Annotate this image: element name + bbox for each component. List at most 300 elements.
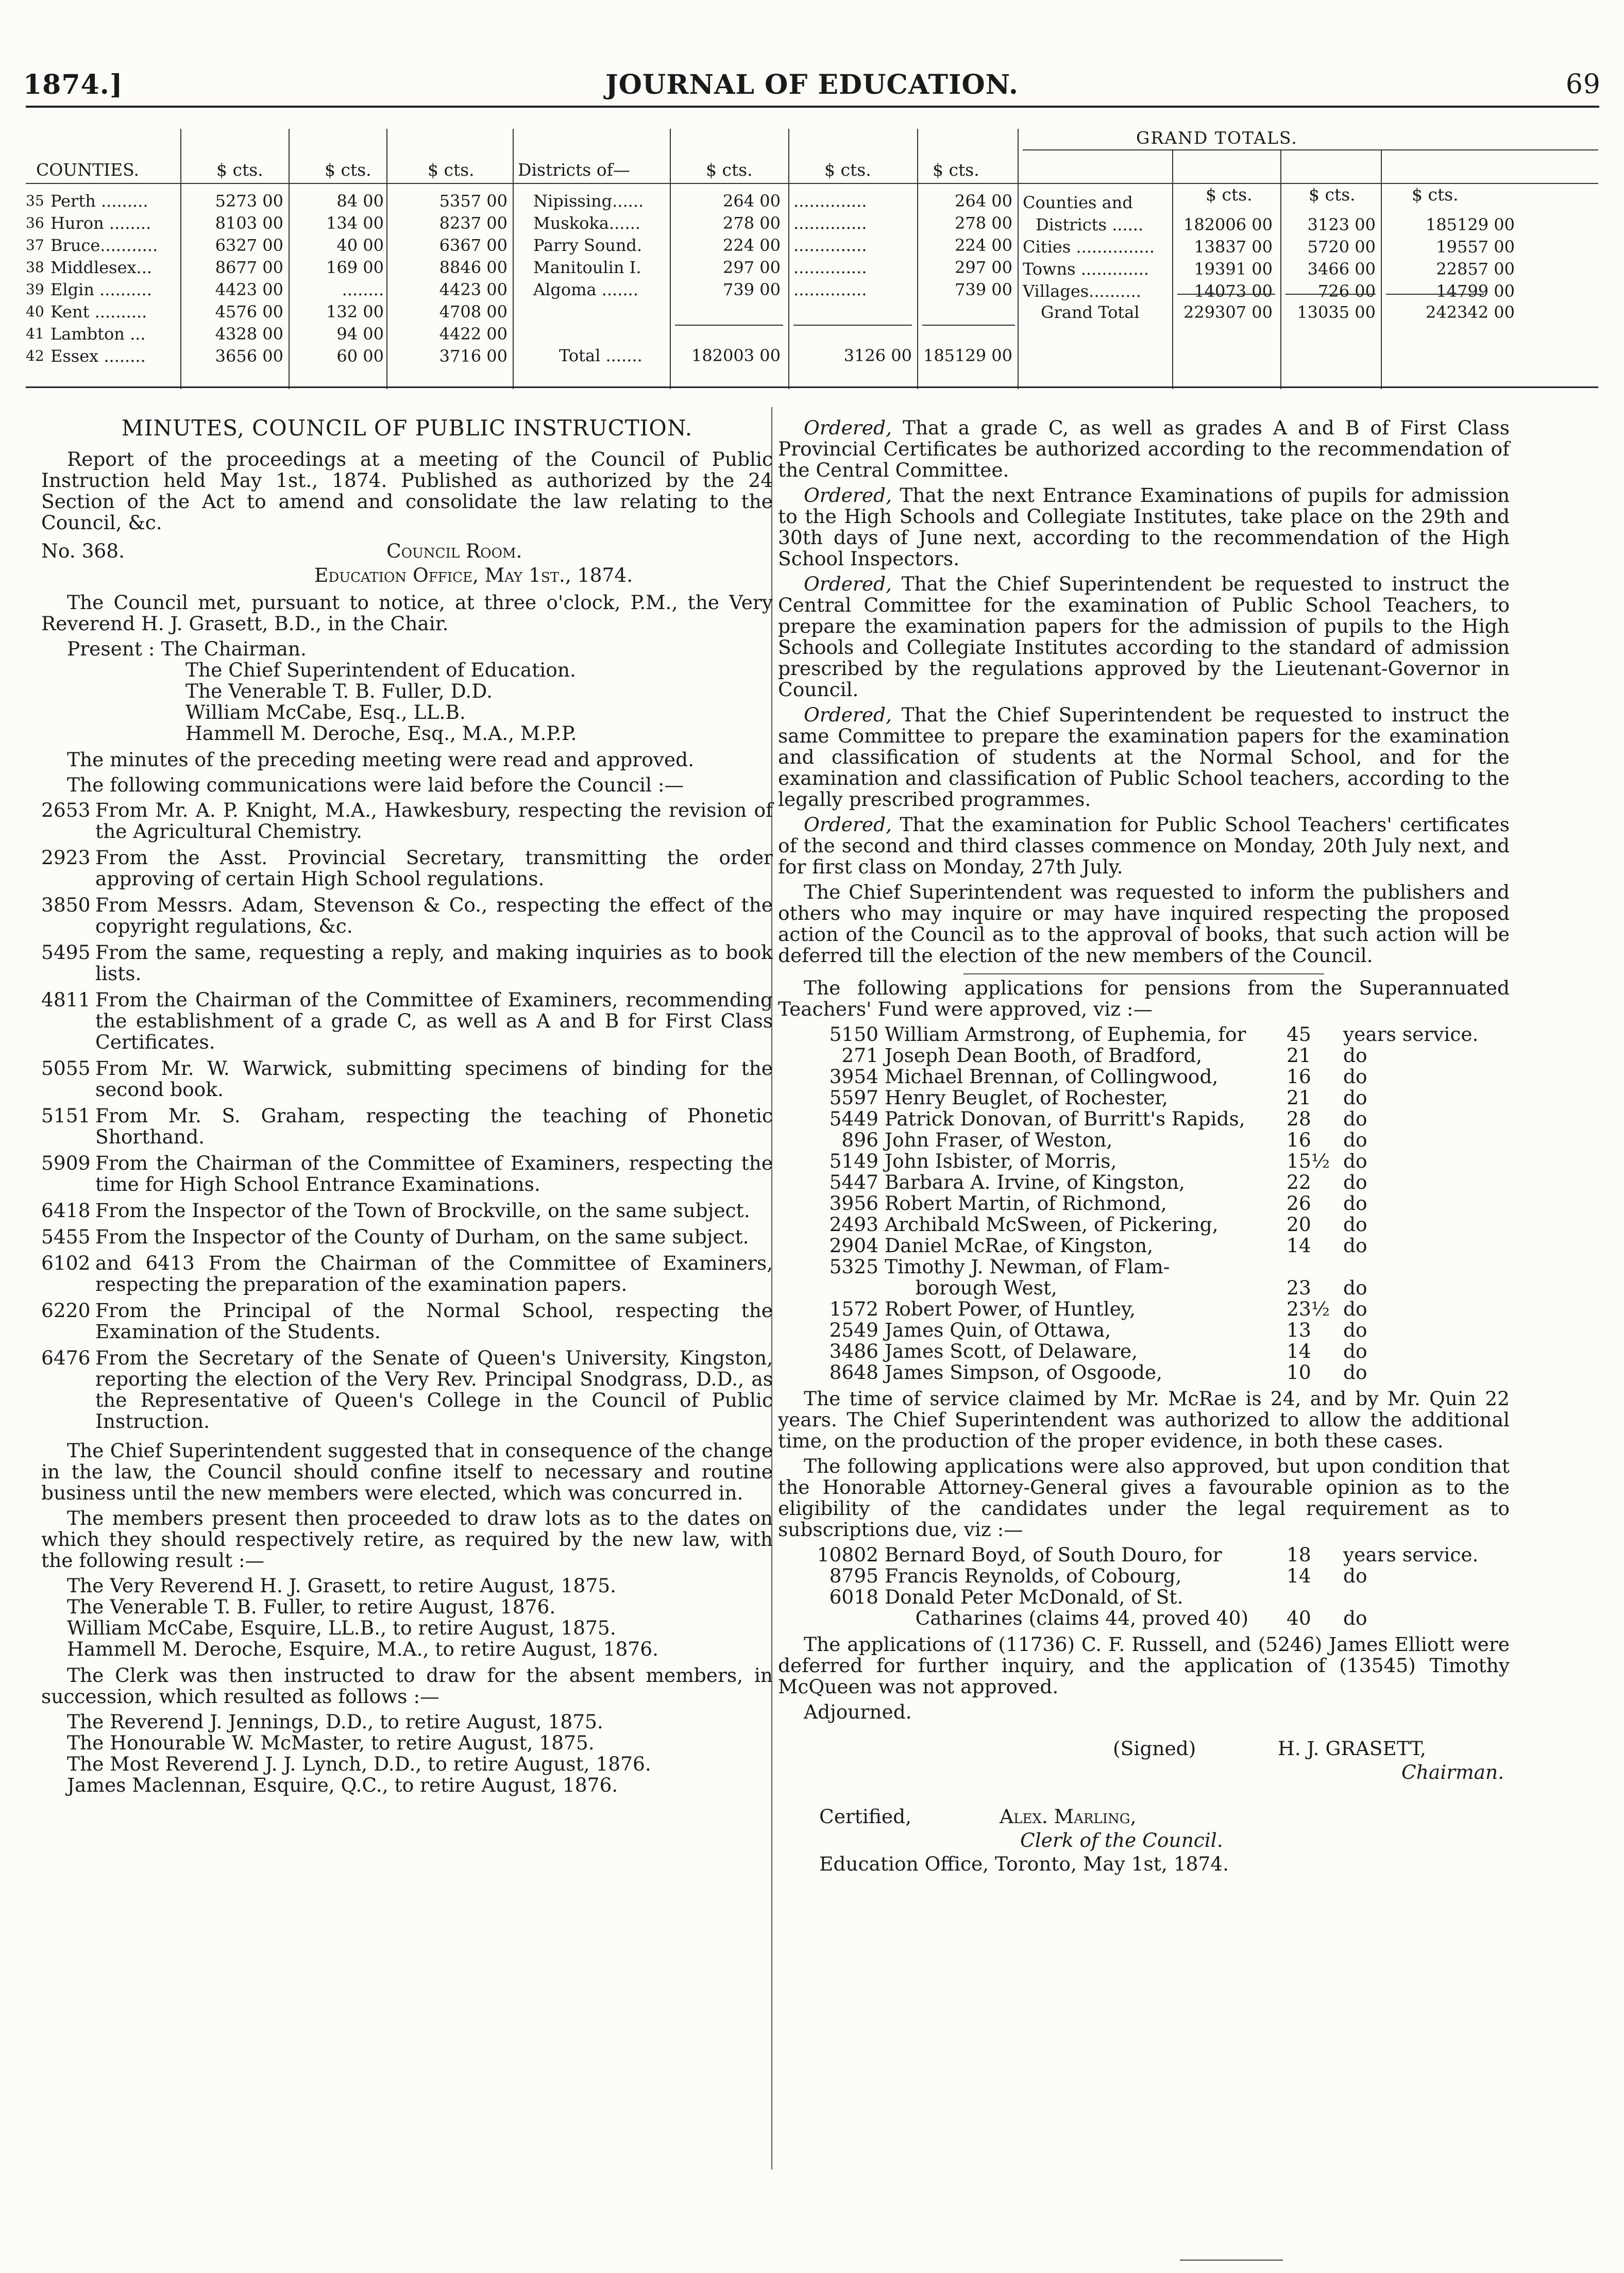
communication-text: and 6413 From the Chairman of the Committee of Examiners, respecting the preparation of the examination papers. [95,1252,773,1295]
pension-name: Robert Martin, of Richmond, [885,1192,1167,1215]
pension-name: James Simpson, of Osgoode, [885,1361,1163,1384]
district-total-b: 3126 00 [843,346,912,365]
meeting-heading [41,541,773,562]
pension-number: 271 [841,1044,878,1067]
county-a: 4423 00 [215,280,283,299]
district-name: Manitoulin I. [533,258,641,277]
grand-c: 19557 00 [1436,237,1515,257]
adjourned: Adjourned. [804,1700,912,1723]
pension-name: John Isbister, of Morris, [885,1150,1117,1172]
pension-name: Archibald McSween, of Pickering, [885,1213,1219,1236]
pension-name: Henry Beuglet, of Rochester, [885,1086,1168,1109]
pension-row [778,1608,1510,1629]
present-label: Present : The Chairman. [67,637,307,660]
districts-header: Districts of— [518,160,630,180]
pension-unit: do [1343,1361,1367,1384]
pension-years: 26 [1287,1192,1311,1215]
pension-number: 2549 [829,1319,878,1341]
right-column [778,417,1510,1877]
communication-item [41,1200,773,1221]
draw-lots: The members present then proceeded to draw lots as to the dates on which they should respectively retire, as required by the new law, with the following result :— [41,1507,773,1572]
pension-years: 21 [1287,1086,1311,1109]
pension-unit: do [1343,1129,1367,1151]
county-c: 8237 00 [439,213,508,233]
district-total-a: 182003 00 [691,346,781,365]
county-a: 3656 00 [215,346,283,366]
pension-number: 2904 [829,1234,878,1257]
grand-c: 14799 00 [1436,281,1515,301]
county-a: 8103 00 [215,213,283,233]
district-b: .............. [793,258,867,277]
retirement-item: The Honourable W. McMaster, to retire August, 1875. [67,1731,595,1754]
pension-row [778,1193,1510,1214]
pension-years: 16 [1287,1129,1311,1151]
deferred-applications: The applications of (11736) C. F. Russell, and (5246) James Elliott were deferred for further inquiry, and the application of (13545) Timothy McQueen was not approved. [778,1633,1510,1698]
communication-number: 6418 [41,1199,91,1222]
grand-total-a: 229307 00 [1183,302,1273,322]
office-date: Education Office, May 1st., 1874. [314,564,633,586]
communication-number: 5055 [41,1057,91,1080]
pension-row [778,1277,1510,1299]
pension-number: 6018 [829,1586,878,1608]
counties-header: COUNTIES. [36,160,140,180]
present-member: The Venerable T. B. Fuller, D.D. [185,680,493,702]
grand-row-label: Counties and [1023,193,1133,212]
grand-b: 3123 00 [1307,215,1376,234]
pension-name: John Fraser, of Weston, [885,1129,1113,1151]
pension-row [778,1565,1510,1587]
header-year: 1874.] [23,69,123,100]
county-number: 39 [26,281,44,298]
pension-unit: years service. [1343,1023,1479,1046]
pension-number: 896 [841,1129,878,1151]
district-c: 297 00 [955,258,1012,277]
district-a: 224 00 [723,235,781,255]
ordered-entrance-exams: Ordered, That the next Entrance Examinations of pupils for admission to the High Schools and Collegiate Institutes, take place on the 29th and 30th days of June next, according to the recommendation of the High School Inspectors. [778,484,1510,570]
pension-unit: do [1343,1213,1367,1236]
certification-block [778,1806,1510,1830]
pension-number [778,1277,885,1299]
district-name: Algoma ....... [533,280,638,299]
present-member: William McCabe, Esq., LL.B. [185,701,466,723]
county-c: 6367 00 [439,235,508,255]
cts-header: $ cts. [933,160,979,180]
county-c: 4423 00 [439,280,508,299]
grand-totals-header: GRAND TOTALS. [1136,128,1298,148]
cts-header: $ cts. [706,160,753,180]
pension-name: Francis Reynolds, of Cobourg, [885,1564,1182,1587]
district-name: Nipissing...... [533,191,644,211]
communication-text: From the Inspector of the Town of Brockville, on the same subject. [95,1199,750,1222]
grand-b: 5720 00 [1307,237,1376,257]
pension-row [778,1108,1510,1130]
communication-item [41,1300,773,1342]
communication-number: 6476 [41,1346,91,1369]
communication-text: From the Asst. Provincial Secretary, transmitting the order approving of certain High School regulations. [95,846,773,890]
communication-text: From Mr. W. Warwick, submitting specimens of binding for the second book. [95,1057,773,1101]
pension-number: 3954 [829,1065,878,1088]
county-a: 8677 00 [215,258,283,277]
office-footer: Education Office, Toronto, May 1st, 1874. [819,1853,1229,1875]
county-name: Middlesex... [50,258,153,277]
pension-name: Robert Power, of Huntley, [885,1298,1136,1320]
grand-c: 22857 00 [1436,259,1515,279]
pension-number: 10802 [817,1543,878,1566]
pension-name: James Scott, of Delaware, [885,1340,1138,1362]
pension-name: Donald Peter McDonald, of St. [885,1586,1183,1608]
pension-number: 5150 [829,1023,878,1046]
district-c: 278 00 [955,213,1012,233]
totals-table [26,119,1598,394]
grand-total-b: 13035 00 [1297,302,1376,322]
pension-years: 20 [1287,1213,1311,1236]
county-number: 36 [26,214,44,231]
grand-b: 3466 00 [1307,259,1376,279]
county-name: Essex ........ [50,346,146,366]
county-b: 84 00 [336,191,384,211]
report-intro: Report of the proceedings at a meeting of the Council of Public Instruction held May 1st., 1874. Published as authorized by the 24 Section of the Act to amend and consolidate the law relating to the Council, &c. [41,448,773,534]
minute-number: No. 368. [41,540,125,562]
pension-number: 3486 [829,1340,878,1362]
communication-text: From the Secretary of the Senate of Queen's University, Kingston, reporting the election of the Very Rev. Principal Snodgrass, D.D., as the Representative of Queen's College in the Council of Public Instruction. [95,1346,773,1433]
grand-c: 185129 00 [1425,215,1515,234]
county-name: Perth ......... [50,191,148,211]
district-c: 739 00 [955,280,1012,299]
pension-row [778,1151,1510,1172]
county-a: 4328 00 [215,324,283,344]
pension-years [1287,1256,1343,1277]
district-b: .............. [793,235,867,255]
publishers-notice: The Chief Superintendent was requested to inform the publishers and others who may inquire or may have inquired respecting the proposed action of the Council as to the approval of books, that such action will be deferred till the election of the new members of the Council. [778,881,1510,967]
chief-suggested: The Chief Superintendent suggested that in consequence of the change in the law, the Council should confine itself to necessary and routine business until the new members were elected, which was concurred in. [41,1439,773,1504]
pension-row [778,1341,1510,1362]
communication-text: From Mr. S. Graham, respecting the teaching of Phonetic Shorthand. [95,1104,773,1148]
pension-unit [1343,1587,1405,1608]
communication-text: From the same, requesting a reply, and making inquiries as to book lists. [95,941,773,985]
district-b: .............. [793,280,867,299]
certified-label: Certified, [819,1805,912,1828]
pension-row [778,1045,1510,1066]
communication-number: 4811 [41,988,91,1011]
communication-item [41,1105,773,1148]
cts-header: $ cts. [1412,184,1459,205]
communications-list [41,800,773,1432]
grand-total-label: Grand Total [1041,302,1140,322]
communication-number: 5455 [41,1225,91,1248]
grand-a: 14073 00 [1194,281,1273,301]
conditional-pension-list [778,1544,1510,1629]
pension-row [778,1587,1510,1608]
pension-row [778,1256,1510,1277]
county-b: 40 00 [336,235,384,255]
pension-years: 40 [1287,1607,1311,1629]
retirement-item: The Very Reverend H. J. Grasett, to retire August, 1875. [67,1574,616,1597]
communication-number: 6220 [41,1299,91,1322]
pension-years: 14 [1287,1340,1311,1362]
communication-number: 3850 [41,894,91,916]
pension-number: 1572 [829,1298,878,1320]
pension-number [778,1608,885,1629]
pension-intro: The following applications for pensions from the Superannuated Teachers' Fund were approved, viz :— [778,976,1510,1020]
pension-unit: do [1343,1298,1367,1320]
district-total-label: Total ....... [559,346,642,365]
communication-text: From the Inspector of the County of Durham, on the same subject. [95,1225,749,1248]
minutes-approved: The minutes of the preceding meeting were read and approved. [67,748,695,771]
retirement-item: The Venerable T. B. Fuller, to retire August, 1876. [67,1595,556,1618]
district-b: .............. [793,213,867,233]
county-c: 4422 00 [439,324,508,344]
signer-title: Chairman. [1401,1761,1504,1783]
end-rule [1180,2260,1283,2261]
communication-text: From the Chairman of the Committee of Examiners, respecting the time for High School Entrance Examinations. [95,1152,773,1196]
grand-total-c: 242342 00 [1425,302,1515,322]
page-number: 69 [1565,69,1601,100]
signer-name: H. J. GRASETT, [1278,1737,1426,1760]
minutes-title: MINUTES, COUNCIL OF PUBLIC INSTRUCTION. [121,415,693,441]
county-name: Lambton ... [50,324,146,344]
communication-number: 2923 [41,846,91,869]
clerk-instructed: The Clerk was then instructed to draw for the absent members, in succession, which resulted as follows :— [41,1664,773,1708]
grand-a: 182006 00 [1183,215,1273,234]
conditional-intro: The following applications were also approved, but upon condition that the Honorable Attorney-General gives a favourable opinion as to the eligibility of the candidates under the legal requirement as to subscriptions due, viz :— [778,1455,1510,1541]
page-header [23,57,1601,106]
pension-name: Bernard Boyd, of South Douro, for [885,1543,1222,1566]
pension-unit: do [1343,1564,1367,1587]
communication-text: From Mr. A. P. Knight, M.A., Hawkesbury, respecting the revision of the Agricultural Chemistry. [95,799,773,843]
communication-item [41,1153,773,1195]
signature-block [778,1738,1510,1762]
communication-item [41,847,773,889]
ordered-teacher-exams: Ordered, That the examination for Public School Teachers' certificates of the second and third classes commence on Monday, 20th July next, and for first class on Monday, 27th July. [778,813,1510,878]
county-b: 132 00 [326,302,384,322]
county-number: 37 [26,237,44,254]
county-b: 169 00 [326,258,384,277]
present-member: The Chief Superintendent of Education. [185,659,576,681]
ordered-normal-school: Ordered, That the Chief Superintendent be requested to instruct the same Committee to prepare the examination papers for the examination and classification of students at the Normal School, and for the examination and classification of Public School teachers, according to the legally prescribed programmes. [778,703,1510,811]
district-name: Parry Sound. [533,235,642,255]
pension-years [1287,1587,1343,1608]
county-a: 4576 00 [215,302,283,322]
pension-unit: do [1343,1065,1367,1088]
pension-unit: do [1343,1607,1367,1629]
county-b: 134 00 [326,213,384,233]
county-b: 94 00 [336,324,384,344]
retirement-item: Hammell M. Deroche, Esquire, M.A., to retire August, 1876. [67,1638,659,1660]
retirement-item: James Maclennan, Esquire, Q.C., to retire August, 1876. [67,1774,618,1796]
cts-header: $ cts. [428,160,475,180]
grand-row-label: Districts ...... [1036,215,1144,234]
cts-header: $ cts. [325,160,371,180]
retirement-item: The Reverend J. Jennings, D.D., to retire August, 1875. [67,1710,603,1733]
pension-unit: years service. [1343,1543,1479,1566]
pension-years: 14 [1287,1564,1311,1587]
communication-item [41,1348,773,1432]
council-met: The Council met, pursuant to notice, at three o'clock, P.M., the Very Reverend H. J. Grasett, B.D., in the Chair. [41,591,773,635]
present-member: Hammell M. Deroche, Esq., M.A., M.P.P. [185,722,577,745]
communications-intro: The following communications were laid before the Council :— [67,773,684,796]
pension-years: 16 [1287,1065,1311,1088]
retirement-item: The Most Reverend J. J. Lynch, D.D., to retire August, 1876. [67,1753,651,1775]
pension-unit: do [1343,1171,1367,1193]
pension-unit: do [1343,1319,1367,1341]
pension-number: 5597 [829,1086,878,1109]
district-b: .............. [793,191,867,211]
pension-number: 5447 [829,1171,878,1193]
pension-number: 5449 [829,1107,878,1130]
communication-item [41,942,773,984]
left-column [41,417,773,1801]
pension-row [778,1362,1510,1383]
pension-row [778,1320,1510,1341]
pension-name: Catharines (claims 44, proved 40) [885,1607,1249,1629]
district-name: Muskoka...... [533,213,640,233]
pension-years: 18 [1287,1543,1311,1566]
pension-years: 10 [1287,1361,1311,1384]
grand-a: 19391 00 [1194,259,1273,279]
clerk-title: Clerk of the Council. [1020,1829,1223,1851]
grand-a: 13837 00 [1194,237,1273,257]
district-c: 264 00 [955,191,1012,211]
county-number: 38 [26,259,44,276]
cts-header: $ cts. [824,160,871,180]
journal-title: JOURNAL OF EDUCATION. [605,69,1019,100]
county-a: 5273 00 [215,191,283,211]
pension-years: 23½ [1287,1298,1330,1320]
pension-name: William Armstrong, of Euphemia, for [885,1023,1246,1046]
communication-item [41,1253,773,1295]
pension-row [778,1024,1510,1045]
grand-b: 726 00 [1318,281,1376,301]
pension-name: Patrick Donovan, of Burritt's Rapids, [885,1107,1245,1130]
communication-text: From the Principal of the Normal School, respecting the Examination of the Students. [95,1299,773,1343]
cts-header: $ cts. [1309,184,1356,205]
pension-row [778,1235,1510,1256]
grand-row-label: Villages.......... [1023,281,1141,301]
retirement-list [41,1575,773,1660]
signed-label: (Signed) [1113,1737,1196,1760]
pension-unit: do [1343,1044,1367,1067]
grand-row-label: Cities ............... [1023,237,1155,257]
county-number: 41 [26,325,44,342]
communication-item [41,989,773,1053]
mcrae-note: The time of service claimed by Mr. McRae is 24, and by Mr. Quin 22 years. The Chief Superintendent was authorized to allow the additional time, on the production of the proper evidence, in both these cases. [778,1387,1510,1452]
pension-years: 13 [1287,1319,1311,1341]
pension-unit: do [1343,1234,1367,1257]
district-c: 224 00 [955,235,1012,255]
pension-name: Timothy J. Newman, of Flam- [885,1255,1170,1278]
communication-text: From the Chairman of the Committee of Examiners, recommending the establishment of a grade C, as well as A and B for First Class Certificates. [95,988,773,1053]
present-list [41,638,773,744]
county-c: 4708 00 [439,302,508,322]
pension-row [778,1214,1510,1235]
county-a: 6327 00 [215,235,283,255]
pension-list [778,1024,1510,1383]
grand-row-label: Towns ............. [1023,259,1149,279]
pension-unit: do [1343,1276,1367,1299]
pension-name: Daniel McRae, of Kingston, [885,1234,1154,1257]
communication-text: From Messrs. Adam, Stevenson & Co., respecting the effect of the copyright regulations, &c. [95,894,773,937]
communication-number: 2653 [41,799,91,821]
pension-years: 15½ [1287,1150,1330,1172]
pension-row [778,1544,1510,1565]
pension-name: James Quin, of Ottawa, [885,1319,1111,1341]
pension-name: Barbara A. Irvine, of Kingston, [885,1171,1185,1193]
county-name: Elgin .......... [50,280,152,299]
district-a: 297 00 [723,258,781,277]
county-name: Bruce........... [50,235,158,255]
pension-number: 2493 [829,1213,878,1236]
pension-row [778,1066,1510,1087]
county-number: 35 [26,192,44,209]
communication-number: 5151 [41,1104,91,1127]
pension-years: 23 [1287,1276,1311,1299]
pension-name: borough West, [885,1276,1057,1299]
pension-row [778,1087,1510,1108]
district-a: 739 00 [723,280,781,299]
county-number: 42 [26,347,44,364]
pension-number: 5325 [829,1255,878,1278]
district-a: 264 00 [723,191,781,211]
cts-header: $ cts. [216,160,263,180]
cts-header: $ cts. [1206,184,1253,205]
communication-item [41,1226,773,1248]
county-name: Kent .......... [50,302,147,322]
district-a: 278 00 [723,213,781,233]
pension-unit: do [1343,1150,1367,1172]
pension-number: 3956 [829,1192,878,1215]
pension-unit: do [1343,1340,1367,1362]
county-name: Huron ........ [50,213,151,233]
county-b: 60 00 [336,346,384,366]
pension-number: 5149 [829,1150,878,1172]
communication-number: 5909 [41,1152,91,1174]
communication-number: 5495 [41,941,91,964]
pension-unit: do [1343,1086,1367,1109]
county-c: 3716 00 [439,346,508,366]
pension-unit: do [1343,1192,1367,1215]
county-c: 8846 00 [439,258,508,277]
pension-years: 14 [1287,1234,1311,1257]
county-number: 40 [26,303,44,320]
communication-number: 6102 [41,1252,91,1274]
pension-years: 22 [1287,1171,1311,1193]
pension-years: 28 [1287,1107,1311,1130]
county-c: 5357 00 [439,191,508,211]
pension-years: 21 [1287,1044,1311,1067]
pension-name: Michael Brennan, of Collingwood, [885,1065,1219,1088]
pension-row [778,1299,1510,1320]
county-b: ........ [342,280,384,299]
retirement-item: William McCabe, Esquire, LL.B., to retire August, 1875. [67,1617,616,1639]
council-room: Council Room. [386,540,522,562]
communication-item [41,800,773,842]
district-total-c: 185129 00 [923,346,1012,365]
clerk-name: Alex. Marling, [1000,1805,1137,1828]
pension-row [778,1172,1510,1193]
pension-years: 45 [1287,1023,1311,1046]
header-rule [26,106,1599,108]
communication-item [41,1058,773,1100]
communication-item [41,895,773,937]
pension-number: 8648 [829,1361,878,1384]
ordered-central-committee: Ordered, That the Chief Superintendent be requested to instruct the Central Committee for the examination of Public School Teachers, to prepare the examination papers for the admission of pupils to the High Schools and Collegiate Institutes according to the standard of admission prescribed by the regulations approved by the Lieutenant-Governor in Council. [778,573,1510,701]
pension-unit [1343,1256,1405,1277]
pension-unit: do [1343,1107,1367,1130]
ordered-grade-c: Ordered, That a grade C, as well as grades A and B of First Class Provincial Certificates be authorized according to the recommendation of the Central Committee. [778,416,1510,481]
pension-number: 8795 [829,1564,878,1587]
absent-retirement-list [41,1711,773,1796]
pension-row [778,1130,1510,1151]
